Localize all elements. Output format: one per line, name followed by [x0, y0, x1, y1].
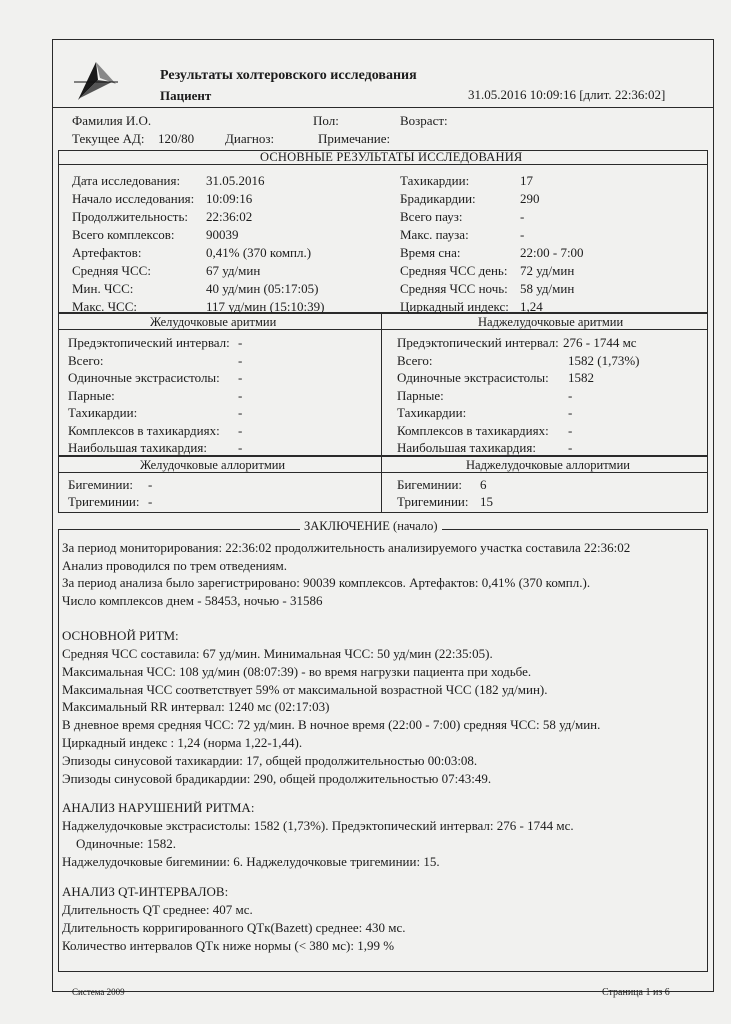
supraventricular-row-label: Одиночные экстрасистолы: — [397, 370, 549, 385]
rhythm-line: Средняя ЧСС составила: 67 уд/мин. Минимальная ЧСС: 50 уд/мин (22:35:05). — [62, 646, 493, 661]
main-right-value: - — [520, 209, 525, 224]
ventricular-arrhythmias-title: Желудочковые аритмии — [150, 315, 277, 329]
conclusion-line: За период анализа было зарегистрировано: 90039 комплексов. Артефактов: 0,41% (370 компл.). — [62, 575, 591, 590]
conclusion-line: Анализ проводился по трем отведениям. — [62, 557, 287, 573]
supraventricular-row-label: Наибольшая тахикардия: — [397, 440, 536, 455]
ventricular-allo-label: Тригеминии: — [68, 494, 140, 509]
supraventricular-row-label: Тахикардии: — [397, 405, 467, 420]
supraventricular-row-value: 1582 — [568, 370, 594, 385]
qt-line: Длительность корригированного QTк(Bazett) среднее: 430 мс. — [62, 920, 406, 935]
supraventricular-allo-label: Бигеминии: — [397, 477, 463, 492]
main-left-label: Всего комплексов: — [72, 227, 175, 242]
main-right-value: 22:00 - 7:00 — [520, 245, 584, 260]
main-left-label: Начало исследования: — [72, 191, 195, 206]
qt-title: АНАЛИЗ QT-ИНТЕРВАЛОВ: — [62, 884, 229, 899]
main-left-label: Артефактов: — [72, 245, 142, 260]
supraventricular-row-value: - — [568, 405, 573, 420]
patient-label: Пациент — [160, 88, 212, 103]
age-label: Возраст: — [400, 113, 448, 128]
main-right-value: 72 уд/мин — [520, 263, 575, 278]
rhythm-line: В дневное время средняя ЧСС: 72 уд/мин. В ночное время (22:00 - 7:00) средняя ЧСС: 58 уд/мин. — [62, 717, 601, 733]
disorders-line: Наджелудочковые экстрасистолы: 1582 (1,73%). Предэктопический интервал: 276 - 1744 мс. — [62, 818, 574, 833]
bp-label: Текущее АД: — [72, 131, 145, 146]
footer-system: Система 2009 — [72, 987, 125, 997]
ventricular-row-value: - — [238, 405, 243, 420]
supraventricular-row-label: Парные: — [397, 387, 444, 403]
ventricular-row-label: Парные: — [68, 387, 115, 403]
ventricular-row-value: - — [238, 422, 243, 438]
main-left-value: 40 уд/мин (05:17:05) — [206, 281, 319, 296]
disorders-title: АНАЛИЗ НАРУШЕНИЙ РИТМА: — [62, 800, 255, 815]
supraventricular-row-value: - — [568, 422, 573, 438]
main-right-label: Всего пауз: — [400, 209, 463, 224]
rhythm-line: Эпизоды синусовой брадикардии: 290, общей продолжительностью 07:43:49. — [62, 770, 492, 786]
disorders-line: Одиночные: 1582. — [76, 836, 177, 851]
ventricular-allo-value: - — [148, 494, 153, 509]
conclusion-line: За период мониторирования: 22:36:02 продолжительность анализируемого участка составила 22:36:02 — [62, 540, 631, 555]
rhythm-line: Циркадный индекс : 1,24 (норма 1,22-1,44). — [62, 735, 303, 750]
qt-line: Длительность QT среднее: 407 мс. — [62, 902, 253, 917]
qt-line: Количество интервалов QTк ниже нормы (< 380 мс): 1,99 % — [62, 938, 395, 953]
supraventricular-row-value: 1582 (1,73%) — [568, 352, 640, 368]
supraventricular-allo-label: Тригеминии: — [397, 494, 469, 509]
main-right-label: Тахикардии: — [400, 173, 470, 188]
main-left-value: 90039 — [206, 227, 239, 242]
ventricular-row-value: - — [238, 352, 243, 368]
main-left-value: 22:36:02 — [206, 209, 253, 224]
footer-page: Страница 1 из 6 — [602, 987, 670, 998]
supraventricular-row-label: Комплексов в тахикардиях: — [397, 422, 549, 438]
supraventricular-arrhythmias-title: Наджелудочковые аритмии — [478, 315, 624, 329]
main-right-value: 290 — [520, 191, 540, 206]
main-right-value: 1,24 — [520, 299, 543, 314]
main-right-label: Макс. пауза: — [400, 227, 469, 242]
supraventricular-row-value: 276 - 1744 мс — [563, 335, 637, 350]
rhythm-line: Максимальный RR интервал: 1240 мс (02:17:03) — [62, 699, 330, 715]
supraventricular-allo-value: 15 — [480, 494, 493, 509]
main-left-value: 10:09:16 — [206, 191, 253, 206]
sex-label: Пол: — [313, 113, 339, 128]
diagnosis-label: Диагноз: — [225, 131, 275, 146]
ventricular-row-label: Всего: — [68, 352, 104, 368]
main-results-title: ОСНОВНЫЕ РЕЗУЛЬТАТЫ ИССЛЕДОВАНИЯ — [260, 150, 523, 164]
name-label: Фамилия И.О. — [72, 113, 152, 128]
rhythm-line: Эпизоды синусовой тахикардии: 17, общей продолжительностью 00:03:08. — [62, 752, 478, 768]
disorders-line: Наджелудочковые бигеминии: 6. Наджелудочковые тригеминии: 15. — [62, 854, 440, 869]
rhythm-line: Максимальная ЧСС: 108 уд/мин (08:07:39) - во время нагрузки пациента при ходьбе. — [62, 663, 532, 679]
main-right-label: Циркадный индекс: — [400, 299, 509, 314]
main-left-value: 31.05.2016 — [206, 173, 265, 188]
main-right-label: Брадикардии: — [400, 191, 476, 206]
ventricular-allo-label: Бигеминии: — [68, 477, 134, 492]
main-right-value: 58 уд/мин — [520, 281, 575, 296]
supraventricular-row-value: - — [568, 387, 573, 403]
study-datetime: 31.05.2016 10:09:16 [длит. 22:36:02] — [468, 87, 666, 102]
ventricular-row-value: - — [238, 387, 243, 403]
company-logo — [72, 58, 120, 106]
ventricular-row-label: Комплексов в тахикардиях: — [68, 422, 220, 438]
ventricular-row-value: - — [238, 335, 243, 350]
rhythm-line: Максимальная ЧСС соответствует 59% от максимальной возрастной ЧСС (182 уд/мин). — [62, 681, 548, 697]
main-left-label: Макс. ЧСС: — [72, 299, 137, 314]
main-right-label: Средняя ЧСС день: — [400, 263, 508, 278]
main-left-value: 117 уд/мин (15:10:39) — [206, 299, 325, 314]
supraventricular-row-label: Предэктопический интервал: — [397, 335, 559, 350]
main-right-value: 17 — [520, 173, 533, 188]
main-left-label: Дата исследования: — [72, 173, 181, 188]
ventricular-row-value: - — [238, 370, 243, 385]
ventricular-row-label: Наибольшая тахикардия: — [68, 440, 207, 455]
ventricular-row-label: Одиночные экстрасистолы: — [68, 370, 220, 385]
supraventricular-row-label: Всего: — [397, 352, 433, 368]
main-left-label: Средняя ЧСС: — [72, 263, 151, 278]
supraventricular-allorhythmias-title: Наджелудочковые аллоритмии — [466, 458, 630, 472]
supraventricular-allo-value: 6 — [480, 477, 487, 492]
rhythm-title: ОСНОВНОЙ РИТМ: — [62, 628, 179, 643]
ventricular-row-label: Предэктопический интервал: — [68, 335, 230, 350]
main-left-value: 0,41% (370 компл.) — [206, 245, 312, 260]
main-left-value: 67 уд/мин — [206, 263, 261, 278]
report-title: Результаты холтеровского исследования — [160, 68, 417, 83]
ventricular-allo-value: - — [148, 477, 153, 492]
main-left-label: Мин. ЧСС: — [72, 281, 134, 296]
main-right-label: Время сна: — [400, 245, 461, 260]
conclusion-line: Число комплексов днем - 58453, ночью - 31586 — [62, 592, 323, 608]
bp-value: 120/80 — [158, 131, 195, 146]
supraventricular-row-value: - — [568, 440, 573, 455]
note-label: Примечание: — [318, 131, 391, 146]
main-right-label: Средняя ЧСС ночь: — [400, 281, 508, 296]
ventricular-allorhythmias-title: Желудочковые аллоритмии — [140, 458, 286, 472]
conclusion-title: ЗАКЛЮЧЕНИЕ (начало) — [300, 519, 442, 534]
main-left-label: Продолжительность: — [72, 209, 189, 224]
main-right-value: - — [520, 227, 525, 242]
ventricular-row-value: - — [238, 440, 243, 455]
ventricular-row-label: Тахикардии: — [68, 405, 138, 420]
